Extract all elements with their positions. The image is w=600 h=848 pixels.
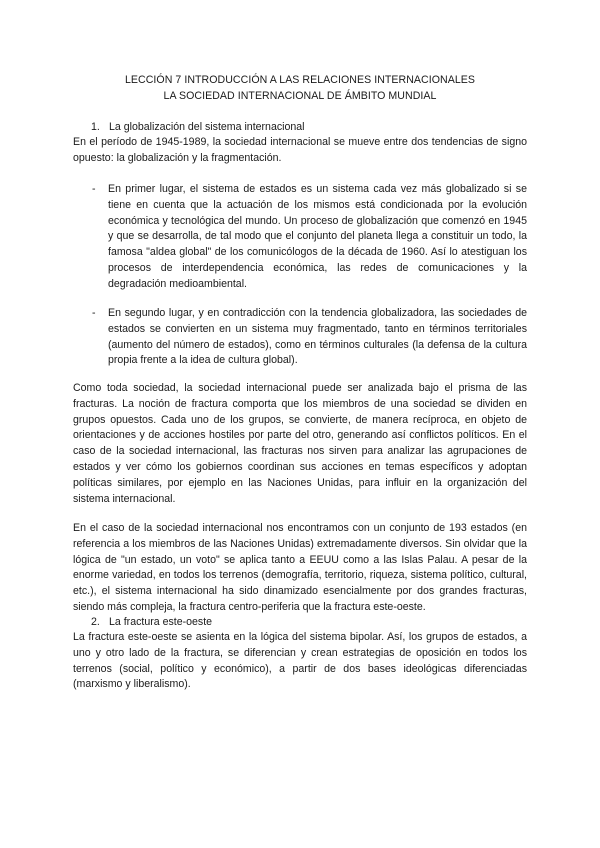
section-1-number: 1.: [91, 121, 100, 133]
paragraph-fracturas: Como toda sociedad, la sociedad internacional puede ser analizada bajo el prisma de las fracturas. La noción de fractura comporta que los miembros de una sociedad se dividen en grupos opuestos. Cada uno de los grupos, se convierte, de manera recíproca, en objeto de orientaciones y de acciones hostiles por parte del otro, generando así conflictos políticos. En el caso de la sociedad internacional, las fracturas nos sirven para analizar las agrupaciones de estados y ver cómo los gobiernos coordinan sus acciones en temas específicos y adoptan políticas similares, por ejemplo en las Naciones Unidas, para influir en la organización del sistema internacional.: [73, 382, 527, 505]
paragraph-193-estados: En el caso de la sociedad internacional nos encontramos con un conjunto de 193 estados (en referencia a los miembros de las Naciones Unidas) extremadamente diversos. Sin olvidar que la lógica de "un estado, un voto" se aplica tanto a EEUU como a las Islas Palau. A pesar de la enorme variedad, en todos los terrenos (demografía, territorio, riqueza, sistema político, cultural, etc.), el sistema internacional ha sido dinamizado esencialmente por dos grandes fracturas, siendo más compleja, la fractura centro-periferia que la fractura este-oeste.: [73, 522, 527, 613]
section-1-intro: En el período de 1945-1989, la sociedad internacional se mueve entre dos tendencias de signo opuesto: la globalización y la fragmentación.: [73, 136, 527, 164]
section-2-title: La fractura este-oeste: [109, 616, 213, 628]
bullet-item-globalization: [92, 182, 527, 293]
section-1-title: La globalización del sistema internacional: [109, 121, 305, 133]
section-2-intro: La fractura este-oeste se asienta en la lógica del sistema bipolar. Así, los grupos de estados, a uno y otro lado de la fractura, se diferencian y crean estrategias de oposición en todos los terrenos (social, político y económico), a partir de dos bases ideológicas diferenciadas (marxismo y liberalismo).: [73, 631, 527, 691]
bullet-dash: -: [92, 307, 96, 319]
bullet-item-fragmentation: [92, 306, 527, 369]
bullet-text: En segundo lugar, y en contradicción con la tendencia globalizadora, las sociedades de estados se convierten en un sistema muy fragmentado, tanto en términos territoriales (aumento del número de estados), como en términos culturales (la defensa de la cultura propia frente a la idea de cultura global).: [108, 307, 527, 367]
bullet-dash: -: [92, 183, 96, 195]
document-title: LECCIÓN 7 INTRODUCCIÓN A LAS RELACIONES INTERNACIONALES: [124, 74, 476, 86]
section-2-heading: [91, 615, 212, 630]
section-1-heading: [91, 120, 305, 135]
document-subtitle: LA SOCIEDAD INTERNACIONAL DE ÁMBITO MUNDIAL: [163, 90, 437, 102]
bullet-text: En primer lugar, el sistema de estados es un sistema cada vez más globalizado si se tiene en cuenta que la actuación de los mismos está condicionada por la evolución económica y tecnológica del mundo. Un proceso de globalización que comenzó en 1945 y que se desarrolla, de tal modo que el conjunto del planeta llega a constituir un todo, la famosa "aldea global" de los comunicólogos de la década de 1960. Así lo atestiguan los procesos de interdependencia económica, las redes de comunicaciones y la degradación medioambiental.: [108, 183, 527, 290]
section-2-number: 2.: [91, 616, 100, 628]
